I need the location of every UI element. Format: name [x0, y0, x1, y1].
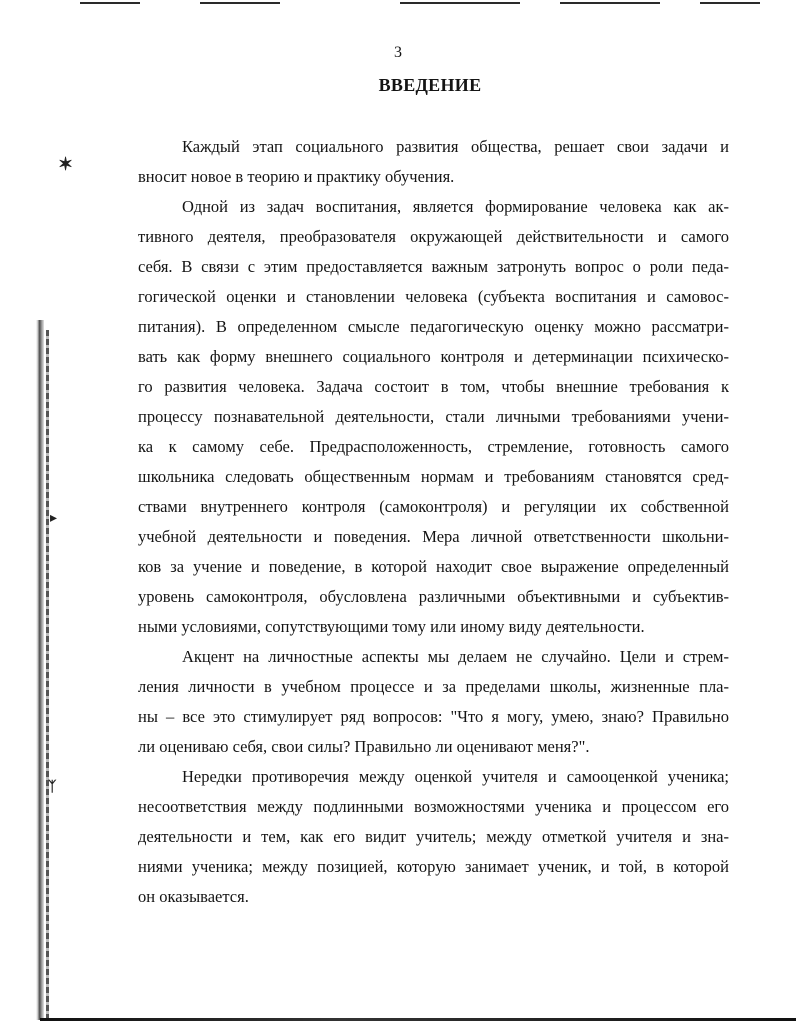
scan-bottom-edge: [40, 1018, 796, 1021]
text-line: го развития человека. Задача состоит в том, чтобы внешние требования к: [138, 377, 729, 396]
scan-top-rule: [200, 2, 280, 4]
text-line: ствами внутреннего контроля (самоконтроля) и регуляции их собственной: [138, 497, 729, 516]
text-line: он оказывается.: [138, 887, 249, 906]
text-line: вать как форму внешнего социального контроля и детерминации психическо-: [138, 347, 729, 366]
text-line: ными условиями, сопутствующими тому или иному виду деятельности.: [138, 617, 645, 636]
scan-mark-icon: ✶: [58, 154, 74, 174]
scan-top-rule: [560, 2, 660, 4]
scan-mark-icon: ▸: [50, 511, 58, 526]
page-title: ВВЕДЕНИЕ: [378, 75, 482, 95]
text-line: ны – все это стимулирует ряд вопросов: "Что я могу, умею, знаю? Правильно: [138, 707, 729, 726]
scan-mark-icon: ᛉ: [48, 780, 57, 795]
text-line: ления личности в учебном процессе и за пределами школы, жизненные пла-: [138, 677, 729, 696]
text-line: процессу познавательной деятельности, стали личными требованиями учени-: [138, 407, 729, 426]
text-line: Одной из задач воспитания, является формирование человека как ак-: [182, 197, 729, 216]
text-line: тивного деятеля, преобразователя окружающей действительности и самого: [138, 227, 729, 246]
text-line: ли оцениваю себя, свои силы? Правильно ли оценивают меня?".: [138, 737, 590, 756]
text-line: несоответствия между подлинными возможностями ученика и процессом его: [138, 797, 729, 816]
text-line: гогической оценки и становлении человека (субъекта воспитания и самовос-: [138, 287, 729, 306]
scan-top-rule: [400, 2, 520, 4]
scan-binding-edge: [36, 320, 44, 1020]
text-line: учебной деятельности и поведения. Мера личной ответственности школьни-: [138, 527, 729, 546]
text-line: питания). В определенном смысле педагогическую оценку можно рассматри-: [138, 317, 729, 336]
text-line: Акцент на личностные аспекты мы делаем не случайно. Цели и стрем-: [182, 647, 729, 666]
text-line: ков за учение и поведение, в которой находит свое выражение определенный: [138, 557, 729, 576]
text-line: Каждый этап социального развития общества, решает свои задачи и: [182, 137, 729, 156]
text-line: школьника следовать общественным нормам и требованиям становятся сред-: [138, 467, 729, 486]
text-line: Нередки противоречия между оценкой учителя и самооценкой ученика;: [182, 767, 729, 786]
text-line: себя. В связи с этим предоставляется важным затронуть вопрос о роли педа-: [138, 257, 729, 276]
text-line: вносит новое в теорию и практику обучения.: [138, 167, 455, 186]
page-number: 3: [394, 44, 402, 61]
text-line: деятельности и тем, как его видит учитель; между отметкой учителя и зна-: [138, 827, 729, 846]
text-line: ниями ученика; между позицией, которую занимает ученик, и той, в которой: [138, 857, 729, 876]
text-line: ка к самому себе. Предрасположенность, стремление, готовность самого: [138, 437, 729, 456]
text-line: уровень самоконтроля, обусловлена различными объективными и субъектив-: [138, 587, 729, 606]
scan-binding-edge: [46, 330, 49, 1020]
scan-top-rule: [80, 2, 140, 4]
scan-top-rule: [700, 2, 760, 4]
